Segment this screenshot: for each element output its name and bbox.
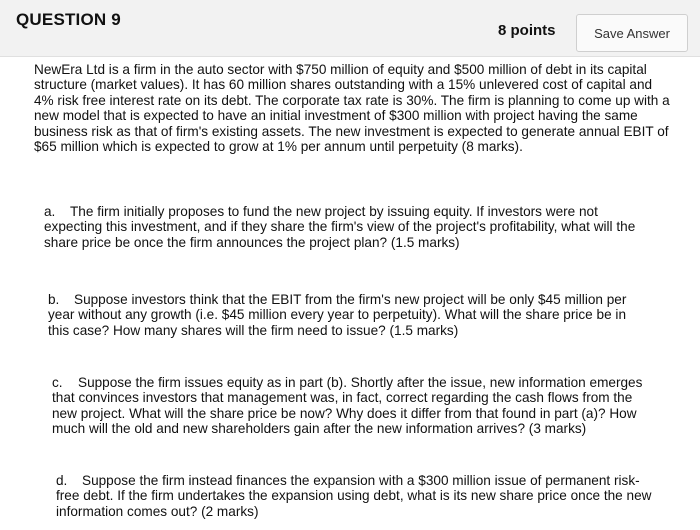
- part-b-label: b.: [48, 292, 60, 307]
- part-d-label: d.: [56, 473, 68, 488]
- part-b-text: Suppose investors think that the EBIT from the firm's new project will be only $45 million per year without any growth (i.e. $45 million every year to perpetuity). What will the share price be in this case? How many shares will the firm need to issue? (1.5 marks): [48, 292, 627, 338]
- part-a-label: a.: [44, 204, 56, 219]
- part-d: [56, 473, 656, 519]
- points-label: 8 points: [498, 22, 556, 39]
- question-intro: NewEra Ltd is a firm in the auto sector with $750 million of equity and $500 million of debt in its capital structure (market values). It has 60 million shares outstanding with a 15% unlevered cost of capital and 4% risk free interest rate on its debt. The corporate tax rate is 30%. The firm is planning to come up with a new model that is expected to have an initial investment of $300 million with project having the same business risk as that of firm's existing assets. The new investment is expected to generate annual EBIT of $65 million which is expected to grow at 1% per annum until perpetuity (8 marks).: [34, 62, 670, 155]
- part-c: [52, 375, 652, 437]
- save-answer-button[interactable]: Save Answer: [576, 14, 688, 52]
- part-a-text: The firm initially proposes to fund the new project by issuing equity. If investors were not expecting this investment, and if they share the firm's view of the project's profitability, what will the share price be once the firm announces the project plan? (1.5 marks): [44, 204, 636, 250]
- part-b: [48, 292, 648, 338]
- part-c-text: Suppose the firm issues equity as in part (b). Shortly after the issue, new information emerges that convinces investors that management was, in fact, correct regarding the cash flows from the new project. What will the share price be now? Why does it differ from that found in part (a)? How much will the old and new shareholders gain after the new information arrives? (3 marks): [52, 375, 643, 437]
- question-header: [0, 0, 700, 57]
- question-body: [34, 62, 674, 519]
- question-title: QUESTION 9: [16, 10, 121, 29]
- part-d-text: Suppose the firm instead finances the expansion with a $300 million issue of permanent risk-free debt. If the firm undertakes the expansion using debt, what is its new share price once the new information comes out? (2 marks): [56, 473, 652, 519]
- part-a: [44, 204, 644, 250]
- part-c-label: c.: [52, 375, 63, 390]
